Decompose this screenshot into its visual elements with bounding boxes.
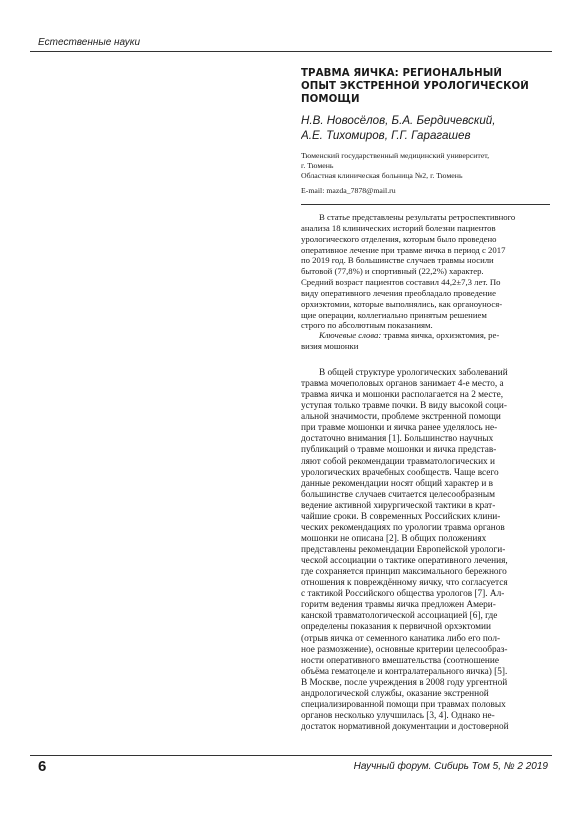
affiliation-line: г. Тюмень — [301, 161, 334, 170]
body-line: андрологической службы, оказание экстренной — [301, 688, 489, 699]
body-line: определены показания к первичной орхэктомии — [301, 622, 491, 633]
body-line: достаток нормативной документации и достоверной — [301, 722, 509, 732]
author-line: Н.В. Новосёлов, Б.А. Бердичевский, — [301, 114, 496, 127]
abstract-line: анализа 18 клинических историй болезни пациентов — [301, 222, 496, 233]
affiliations — [301, 151, 550, 181]
body-line: специализированной помощи при травмах половых — [301, 699, 506, 710]
keywords-line — [301, 330, 550, 341]
affiliation-line: Областная клиническая больница №2, г. Тюмень — [301, 171, 463, 180]
abstract-line: оперативное лечение при травме яичка в период с 2017 — [301, 244, 506, 255]
body-line: где сохраняется принцип максимального бережного — [301, 567, 507, 578]
journal-footer: Научный форум. Сибирь Том 5, № 2 2019 — [353, 761, 548, 772]
keywords — [301, 330, 550, 352]
body-line: травма мочеполовых органов занимает 4-е место, а — [301, 379, 504, 390]
body-line: В общей структуре урологических заболеваний — [319, 368, 508, 378]
abstract-separator — [301, 204, 550, 205]
article-title — [301, 67, 550, 106]
body-line: альной значимости, проблеме экстренной помощи — [301, 412, 501, 423]
body-line: травма яичка и мошонки располагается на 2 месте, — [301, 390, 504, 401]
body-line: достаточно внимания [1]. Большинство научных — [301, 434, 494, 445]
body-line: с тактикой Российского общества урологов [7]. Ал- — [301, 589, 505, 600]
abstract-line: бытовой (77,8%) и спортивный (22,2%) характер. — [301, 266, 484, 277]
header-rule — [30, 51, 552, 52]
body-line: ческой ассоциации о тактике оперативного лечения, — [301, 556, 508, 567]
body-line: горитм ведения травмы яичка предложен Амери- — [301, 600, 496, 611]
abstract-line: Средний возраст пациентов составил 44,2±7,3 лет. По — [301, 277, 501, 288]
abstract-line: строго по абсолютным показаниям. — [301, 320, 433, 331]
body-line: ляют собой рекомендации травматологических и — [301, 456, 495, 467]
abstract — [301, 212, 550, 331]
body-line: урологических врачебных сообществ. Чаще всего — [301, 467, 499, 478]
keywords-text: травма яичка, орхиэктомия, ре- — [381, 330, 500, 340]
abstract-line: виду оперативного лечения преобладало проведение — [301, 287, 496, 298]
body-line: чайшие сроки. В современных Российских клини- — [301, 511, 501, 522]
abstract-line: по 2019 год. В большинстве случаев травмы носили — [301, 255, 494, 266]
running-header: Естественные науки — [38, 37, 141, 48]
keywords-label: Ключевые слова: — [319, 330, 382, 340]
body-line: отношения к повреждённому яичку, что согласуется — [301, 578, 508, 589]
body-line: (отрыв яичка от семенного канатика либо его пол- — [301, 633, 501, 644]
body-line: большинстве случаев считается целесообразным — [301, 489, 496, 500]
page-number: 6 — [38, 758, 47, 775]
body-text — [301, 368, 550, 733]
footer-rule — [30, 755, 552, 756]
keywords-line: визия мошонки — [301, 340, 359, 351]
title-line: ОПЫТ ЭКСТРЕННОЙ УРОЛОГИЧЕСКОЙ — [301, 81, 529, 92]
body-line: представлены рекомендации Европейской урологи- — [301, 545, 506, 555]
body-line: В Москве, после учреждения в 2008 году ургентной — [301, 677, 508, 688]
author-line: А.Е. Тихомиров, Г.Г. Гарагашев — [301, 128, 471, 142]
body-line: ное размозжение), основные критерии целесообраз- — [301, 644, 508, 655]
title-line: ТРАВМА ЯИЧКА: РЕГИОНАЛЬНЫЙ — [301, 68, 503, 79]
abstract-line: урологического отделения, которым было проведено — [301, 233, 497, 244]
body-line: ведение активной хирургической тактики в крат- — [301, 500, 496, 511]
affiliation-line: Тюменский государственный медицинский университет, — [301, 151, 490, 160]
body-line: канской травматологической ассоциацией [6], где — [301, 611, 498, 622]
body-line: публикаций о травме мошонки и яичка представ- — [301, 445, 497, 456]
abstract-line: В статье представлены результаты ретроспективного — [319, 212, 516, 222]
body-line: уступая только травме почки. В виду высокой соци- — [301, 401, 507, 412]
abstract-line: орхиэктомии, которые выполнялись, как органоунося- — [301, 298, 503, 309]
authors — [301, 114, 550, 143]
title-line: ПОМОЩИ — [301, 94, 360, 105]
body-line: мошонки не описана [2]. В общих положениях — [301, 533, 487, 544]
body-line: органов несколько улучшилась [3, 4]. Однако не- — [301, 710, 495, 721]
body-line: данные рекомендации носят общий характер и в — [301, 478, 494, 489]
body-line: ности оперативного вмешательства (соотношение — [301, 655, 499, 666]
body-line: объёма гематоцеле и контралатерального яичка) [5]. — [301, 666, 508, 677]
body-line: при травме мошонки и яичка ранее уделялось не- — [301, 423, 498, 434]
abstract-line: щие операции, коллегиально принятым решением — [301, 309, 487, 320]
body-line: ческих рекомендациях по урологии травма органов — [301, 522, 505, 533]
email: E-mail: mazda_7878@mail.ru — [301, 186, 396, 195]
